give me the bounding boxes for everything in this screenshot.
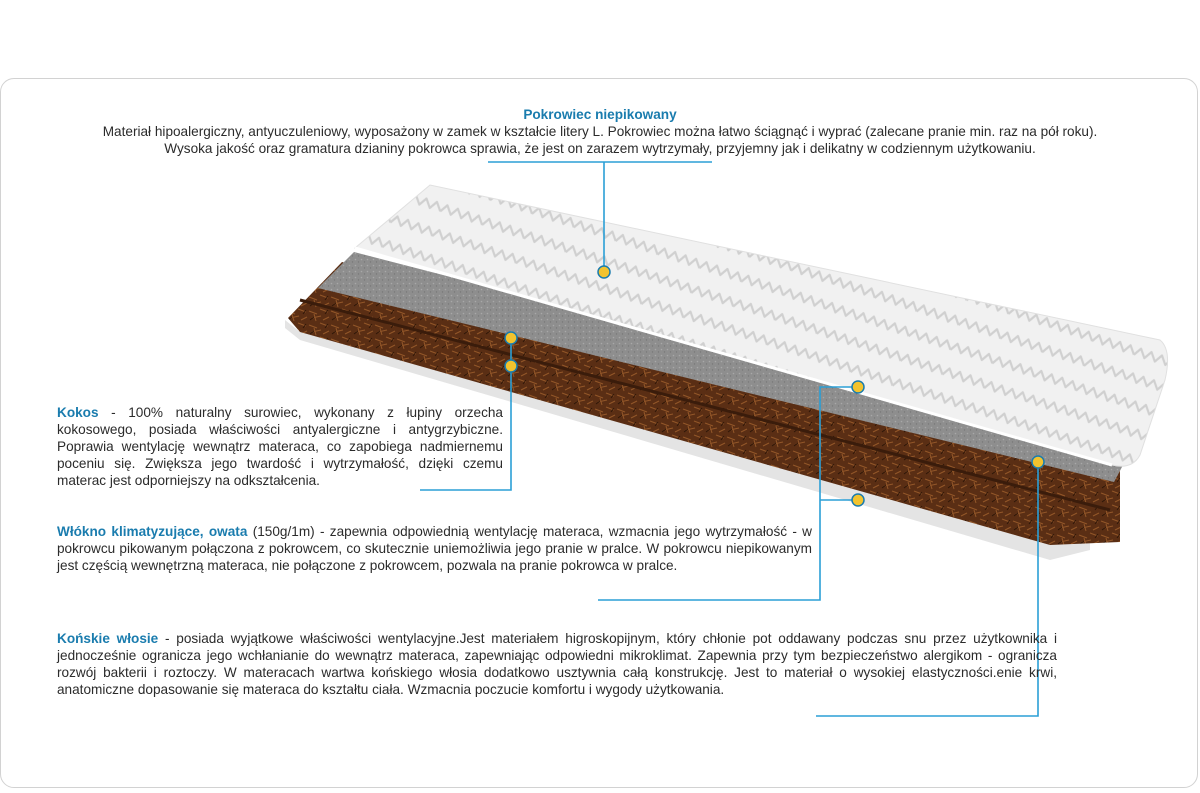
callout-dot-horsehair	[1032, 456, 1044, 468]
horsehair-note-title: Końskie włosie	[57, 631, 159, 646]
coconut-note-text: - 100% naturalny surowiec, wykonany z łupiny orzecha kokosowego, posiada właściwości antyalergiczne i antygrzybiczne. Poprawia wentylację wewnątrz materaca, co zapobiega nadmiernemu poceniu się. Zwiększa jego twardość i wytrzymałość, dzięki czemu materac jest odporniejszy na odkształcenia.	[57, 405, 503, 488]
fiber-note	[57, 523, 812, 574]
coconut-note-title: Kokos	[57, 405, 99, 420]
cover-note-title: Pokrowiec niepikowany	[523, 107, 677, 122]
callout-dot-coconut	[505, 360, 517, 372]
cover-note	[38, 106, 1162, 157]
fiber-note-text: (150g/1m) - zapewnia odpowiednią wentylację materaca, wzmacnia jego wytrzymałość - w pokrowcu pikowanym połączona z pokrowcem, co skutecznie uniemożliwia jego pranie w pralce. W pokrowcu niepikowanym jest częścią wewnętrzną materaca, nie połączone z pokrowcem, pozwala na pranie pokrowca w pralce.	[57, 524, 812, 573]
callout-dot-felt	[852, 381, 864, 393]
cover-note-line-2: Wysoka jakość oraz gramatura dzianiny pokrowca sprawia, że jest on zarazem wytrzymały, przyjemny jak i delikatny w codziennym użytkowaniu.	[164, 141, 1036, 156]
horsehair-note-text: - posiada wyjątkowe właściwości wentylacyjne.Jest materiałem higroskopijnym, który chłonie pot oddawany podczas snu przez użytkownika i jednocześnie ograniczа jego wchłanianie do wewnątrz materaca, zapewniając odpowiedni mikroklimat. Zapewnia przy tym bezpieczeństwo alergikom - ogranicza rozwój bakterii i roztoczy. W materacach wartwa końskiego włosia dodatkowo usztywnia całą konstrukcję. Jest to materiał o wysokiej elastyczności.enie krwi, anatomiczne dopasowanie się materaca do kształtu ciała. Wzmacnia poczucie komfortu i wygody użytkowania.	[57, 631, 1057, 697]
cover-note-line-1: Materiał hipoalergiczny, antyuczuleniowy, wyposażony w zamek w kształcie litery L. Pokrowiec można łatwo ściągnąć i wyprać (zalecane pranie min. raz na pół roku).	[102, 124, 1098, 139]
callout-dot-coconut-lower	[852, 494, 864, 506]
callout-dot-fiber-top	[505, 332, 517, 344]
coconut-note	[57, 404, 503, 489]
fiber-note-title: Włókno klimatyzujące, owata	[57, 524, 248, 539]
callout-dot-cover	[598, 266, 610, 278]
horsehair-note	[57, 630, 1057, 698]
